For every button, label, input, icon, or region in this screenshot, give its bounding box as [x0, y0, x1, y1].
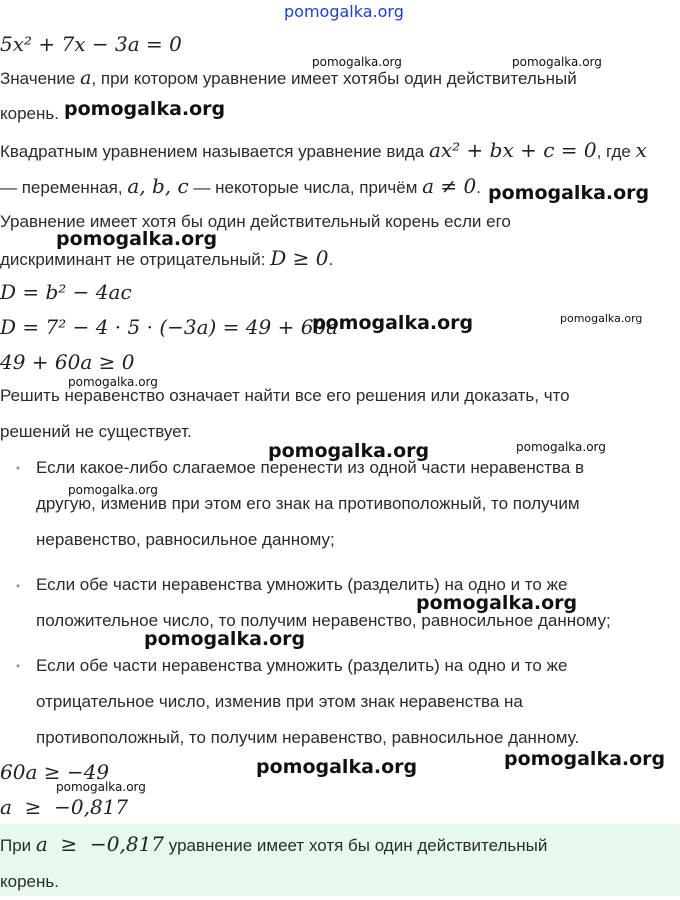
watermark: pomogalka.org — [64, 98, 226, 120]
watermark: pomogalka.org — [512, 55, 602, 69]
rule-3-line-1: Если обе части неравенства умножить (разделить) на одно и то же — [36, 656, 568, 675]
watermark: pomogalka.org — [560, 312, 643, 325]
rule-2-line-1: Если обе части неравенства умножить (разделить) на одно и то же — [36, 575, 568, 594]
list-bullet: • — [16, 659, 21, 673]
step-2: a ≥ −0,817 — [0, 795, 129, 819]
watermark: pomogalka.org — [68, 483, 158, 497]
solve-def-line-2: решений не существует. — [0, 422, 192, 441]
top-watermark: pomogalka.org — [284, 2, 404, 21]
list-bullet: • — [16, 461, 21, 475]
rule-1-line-1: Если какое-либо слагаемое перенести из одной части неравенства в — [36, 458, 585, 477]
definition-line-1: Квадратным уравнением называется уравнение вида ax² + bx + c = 0, где x — [0, 138, 647, 162]
rule-2-line-2: положительное число, то получим неравенство, равносильное данному; — [36, 611, 611, 630]
equation: 5x² + 7x − 3a = 0 — [0, 32, 182, 56]
watermark: pomogalka.org — [312, 312, 474, 334]
watermark: pomogalka.org — [68, 375, 158, 389]
task-line-2: корень. — [0, 104, 59, 123]
list-bullet: • — [16, 579, 21, 593]
solve-def-line-1: Решить неравенство означает найти все его решения или доказать, что — [0, 386, 570, 405]
rule-3-line-3: противоположный, то получим неравенство, равносильное данному. — [36, 728, 580, 747]
condition-line-1: Уравнение имеет хотя бы один действительный корень если его — [0, 212, 511, 231]
watermark: pomogalka.org — [268, 440, 430, 462]
answer-line-2: корень. — [0, 872, 59, 891]
watermark: pomogalka.org — [488, 182, 650, 204]
answer-line-1: При a ≥ −0,817 уравнение имеет хотя бы один действительный — [0, 832, 548, 856]
inequality: 49 + 60a ≥ 0 — [0, 350, 135, 374]
watermark: pomogalka.org — [504, 748, 666, 770]
watermark: pomogalka.org — [56, 780, 146, 794]
condition-line-2: дискриминант не отрицательный: D ≥ 0. — [0, 246, 334, 270]
task-line-1: Значение a, при котором уравнение имеет хотябы один действительный — [0, 67, 577, 89]
rule-1-line-2: другую, изменив при этом его знак на противоположный, то получим — [36, 494, 580, 513]
watermark: pomogalka.org — [312, 55, 402, 69]
definition-line-2: — переменная, a, b, c — некоторые числа, причём a ≠ 0. — [0, 174, 481, 198]
watermark: pomogalka.org — [144, 628, 306, 650]
rule-3-line-2: отрицательное число, изменив при этом знак неравенства на — [36, 692, 523, 711]
rule-1-line-3: неравенство, равносильное данному; — [36, 530, 335, 549]
discriminant-substituted: D = 7² − 4 · 5 · (−3a) = 49 + 60a — [0, 315, 339, 339]
watermark: pomogalka.org — [256, 756, 418, 778]
watermark: pomogalka.org — [516, 440, 606, 454]
watermark: pomogalka.org — [56, 228, 218, 250]
discriminant-formula: D = b² − 4ac — [0, 280, 132, 304]
watermark: pomogalka.org — [416, 592, 578, 614]
step-1: 60a ≥ −49 — [0, 760, 110, 784]
